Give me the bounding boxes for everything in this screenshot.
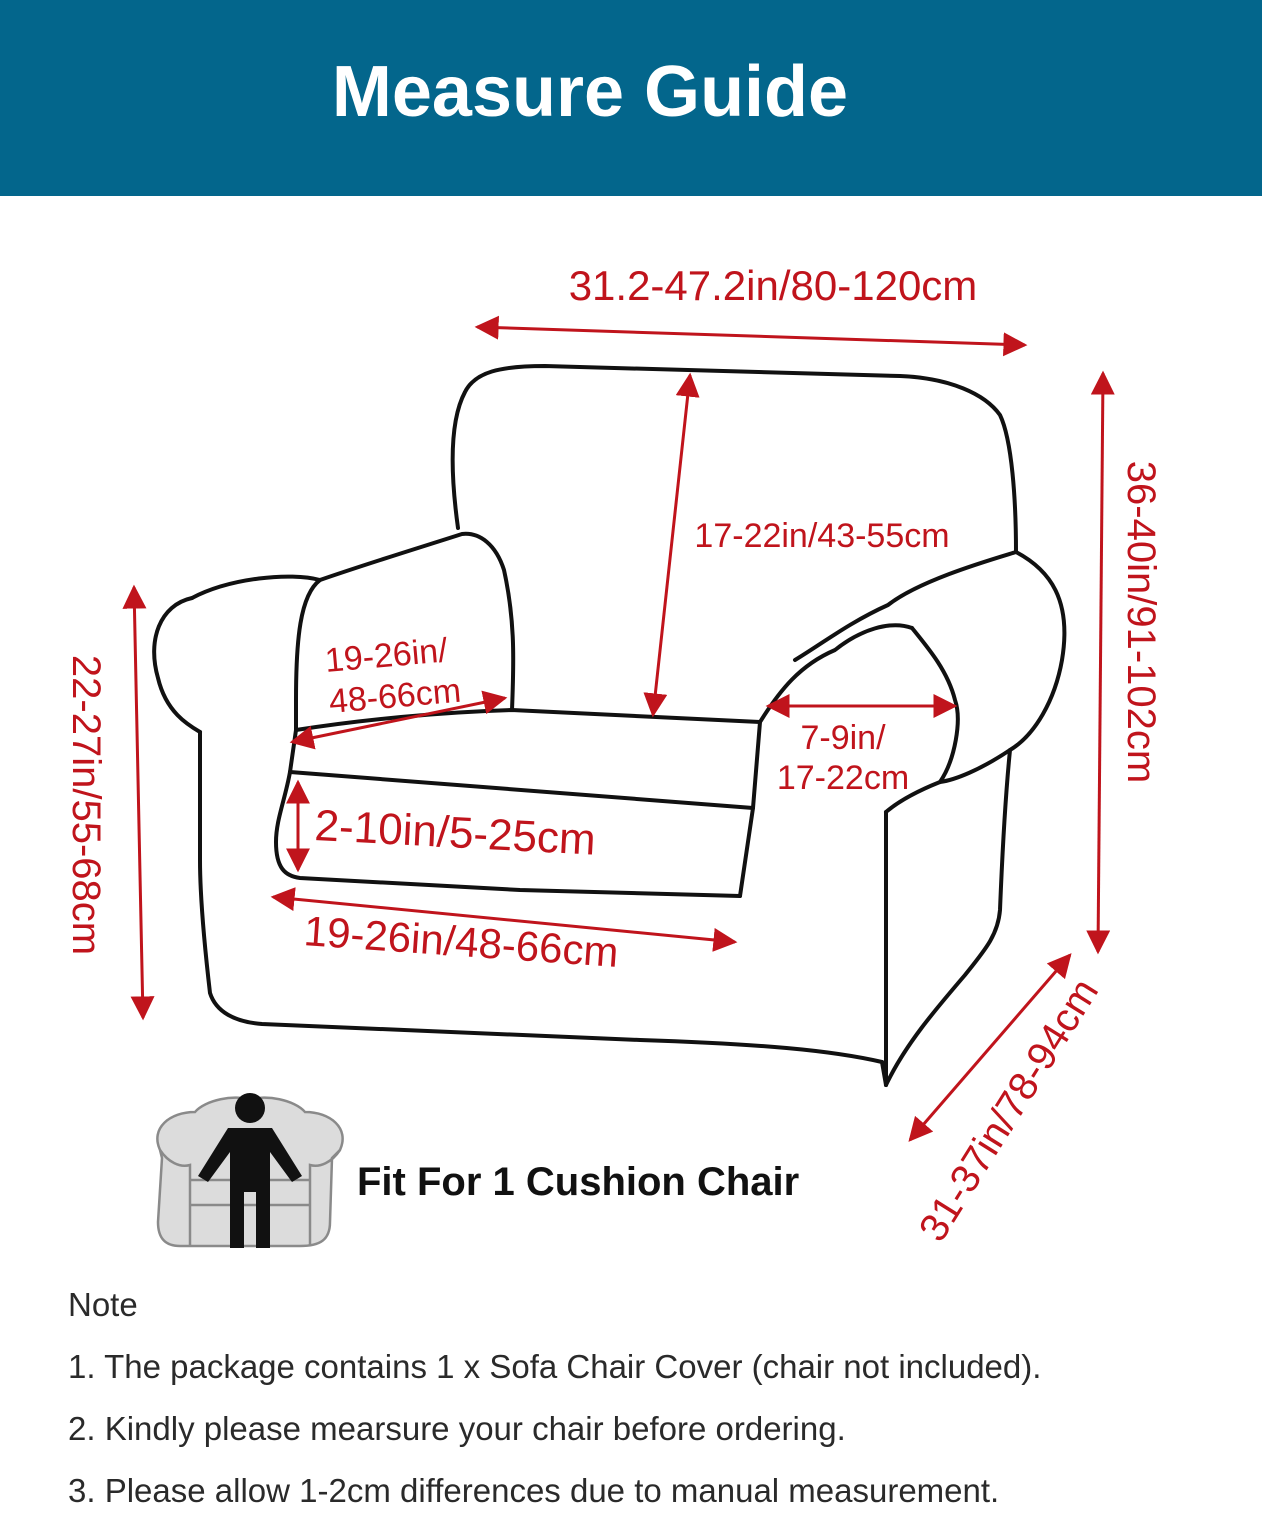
label-seat-width: 19-26in/48-66cm — [302, 907, 621, 976]
label-overall-height: 36-40in/91-102cm — [1119, 460, 1163, 784]
label-arm-width-line2: 17-22cm — [776, 759, 910, 797]
chair-measure-diagram — [0, 196, 1262, 1276]
arrow-back-height — [653, 375, 690, 715]
label-seat-depth-line1: 19-26in/ — [323, 631, 450, 680]
label-overall-depth: 31-37in/78-94cm — [910, 971, 1108, 1250]
header-banner — [0, 0, 1262, 196]
label-arm-width-line1: 7-9in/ — [800, 719, 886, 757]
label-cushion-thickness: 2-10in/5-25cm — [313, 801, 597, 865]
label-arm-height: 22-27in/55-68cm — [64, 654, 108, 956]
label-seat-depth-line2: 48-66cm — [327, 671, 463, 721]
chair-person-icon — [157, 1093, 342, 1248]
arrow-overall-width — [477, 327, 1025, 345]
arrow-arm-height — [134, 587, 143, 1018]
label-overall-width: 31.2-47.2in/80-120cm — [568, 262, 978, 309]
person-head-icon — [235, 1093, 265, 1123]
note-item: 1. The package contains 1 x Sofa Chair Cover (chair not included). — [68, 1348, 1042, 1385]
note-item: 2. Kindly please mearsure your chair before ordering. — [68, 1410, 846, 1447]
fit-label: Fit For 1 Cushion Chair — [357, 1160, 800, 1204]
label-back-height: 17-22in/43-55cm — [694, 517, 950, 555]
notes-section — [68, 1274, 1248, 1522]
note-item: 3. Please allow 1-2cm differences due to manual measurement. — [68, 1472, 1000, 1509]
notes-heading: Note — [68, 1286, 138, 1323]
chair-outline — [154, 366, 1064, 1085]
arrow-overall-height — [1098, 373, 1103, 952]
page-title: Measure Guide — [331, 52, 849, 132]
